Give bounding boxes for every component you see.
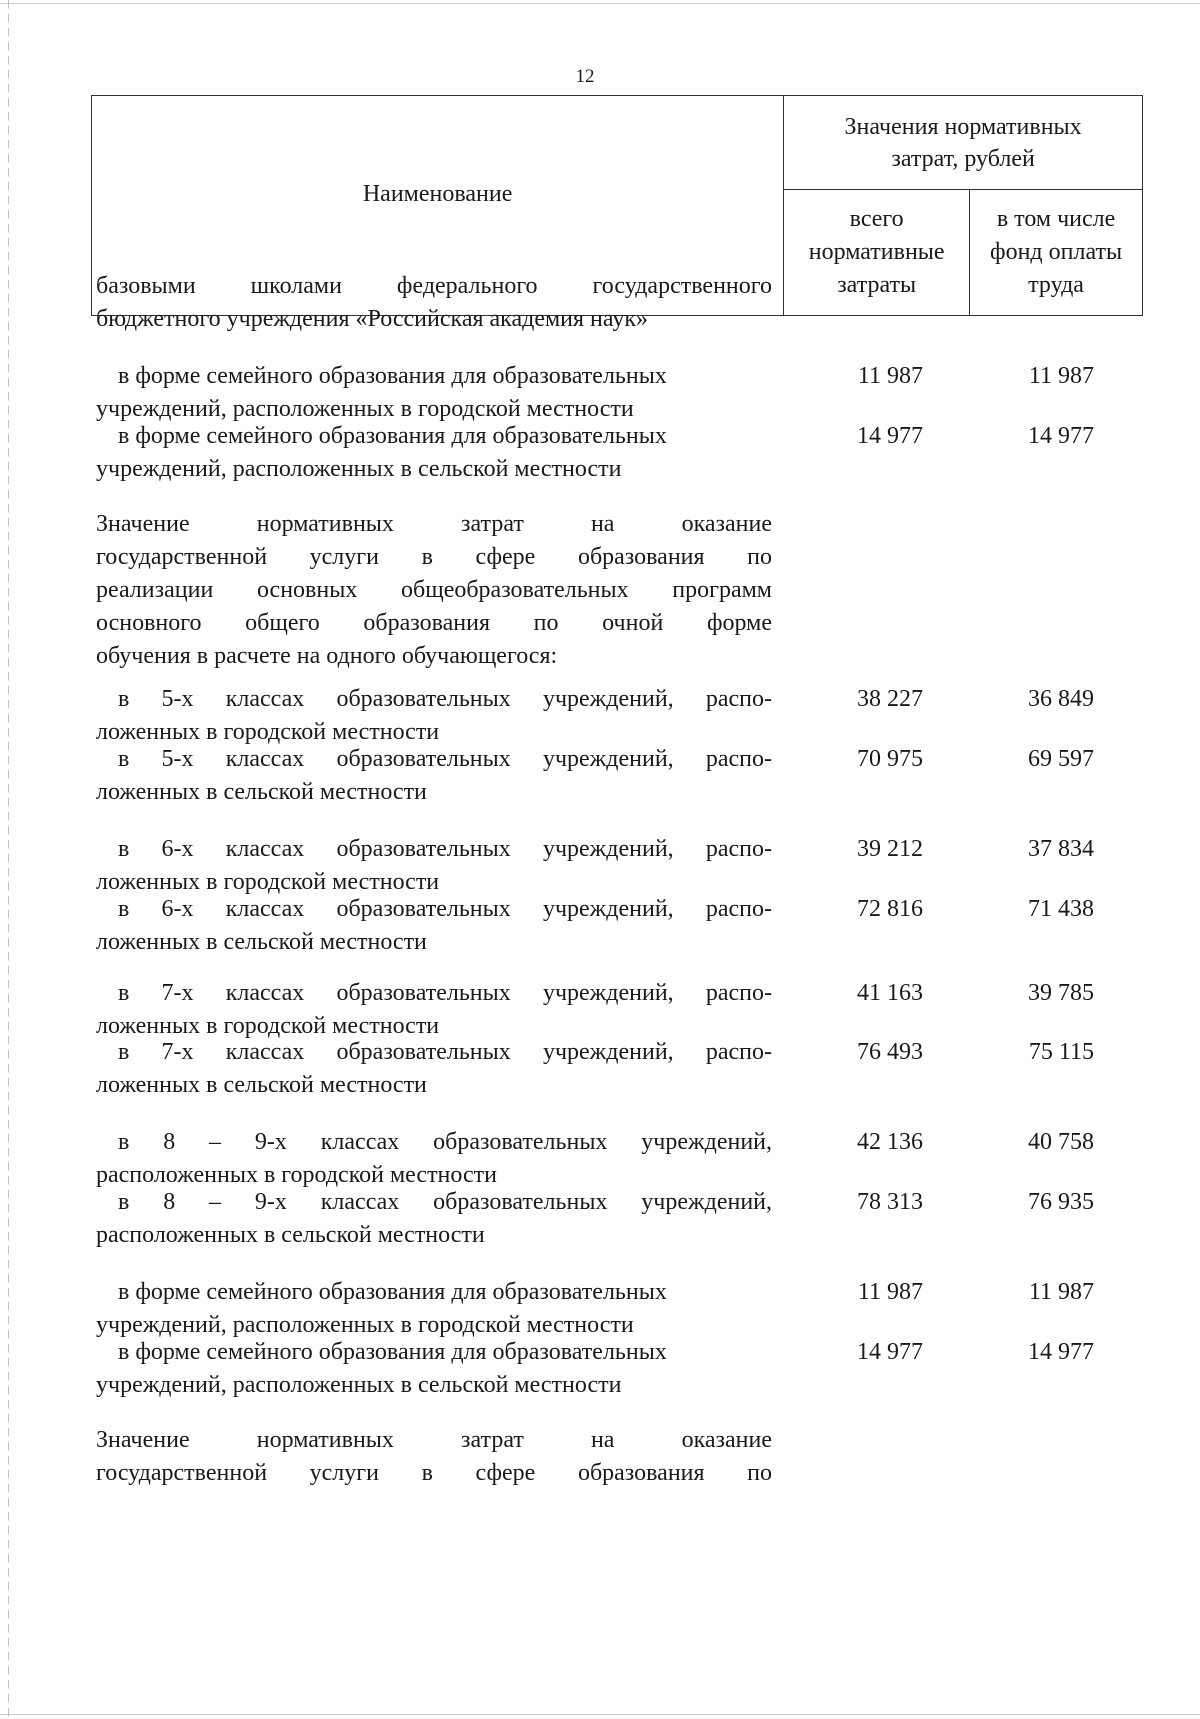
page-number: 12 [575,66,595,87]
row-wage-value: 71 438 [1028,896,1094,922]
row-total-value: 39 212 [857,836,923,862]
row-label-line2: ложенных в городской местности [96,1013,440,1039]
row-total-value: 14 977 [857,1339,923,1365]
row-total-value: 11 987 [857,363,923,389]
row-total-value: 78 313 [857,1189,923,1215]
header-values-line2: затрат, рублей [891,145,1035,172]
header-total-line1: всего [849,206,904,233]
row-label-line1: в 7-х классах образовательных учреждений, распо- [118,1039,772,1065]
header-wage-line2: фонд оплаты [990,239,1123,266]
row-label-line1: в 6-х классах образовательных учреждений, распо- [118,836,772,862]
row-label-line1: в форме семейного образования для образовательных [118,423,667,449]
section3-line2: государственной услуги в сфере образования по [96,1460,772,1486]
row-wage-value: 76 935 [1028,1189,1094,1215]
row-wage-value: 75 115 [1028,1039,1094,1065]
row-label-line2: ложенных в сельской местности [96,779,427,805]
row-wage-value: 36 849 [1028,686,1094,712]
section3-line1: Значение нормативных затрат на оказание [96,1427,772,1453]
section2-line1: Значение нормативных затрат на оказание [96,511,772,537]
row-total-value: 42 136 [857,1129,923,1155]
row-label-line2: ложенных в сельской местности [96,1072,427,1098]
row-wage-value: 14 977 [1028,1339,1094,1365]
intro-line2: бюджетного учреждения «Российская академия наук» [96,306,648,332]
intro-line1: базовыми школами федерального государственного [96,273,772,299]
row-wage-value: 40 758 [1028,1129,1094,1155]
row-wage-value: 11 987 [1028,363,1094,389]
row-label-line1: в 8 – 9-х классах образовательных учреждений, [118,1129,772,1155]
header-wage-line3: труда [1028,272,1084,299]
row-label-line1: в 6-х классах образовательных учреждений, распо- [118,896,772,922]
header-name-label: Наименование [362,180,513,207]
row-label-line1: в 7-х классах образовательных учреждений, распо- [118,980,772,1006]
header-total-line2: нормативные [808,239,945,266]
row-wage-value: 37 834 [1028,836,1094,862]
section2-line4: основного общего образования по очной форме [96,610,772,636]
scan-edge-top [0,3,1200,4]
row-total-value: 72 816 [857,896,923,922]
row-total-value: 76 493 [857,1039,923,1065]
header-wage-line1: в том числе [996,206,1116,233]
row-label-line2: учреждений, расположенных в сельской местности [96,456,622,482]
row-label-line2: ложенных в сельской местности [96,929,427,955]
row-label-line1: в форме семейного образования для образовательных [118,363,667,389]
section2-line3: реализации основных общеобразовательных программ [96,577,772,603]
row-total-value: 38 227 [857,686,923,712]
row-label-line2: учреждений, расположенных в городской местности [96,396,634,422]
header-values-cell [784,96,1143,190]
row-label-line2: учреждений, расположенных в городской местности [96,1312,634,1338]
scan-edge-left [8,0,9,1719]
header-total-cell [784,190,970,316]
header-values-line1: Значения нормативных [844,113,1082,140]
row-label-line1: в 8 – 9-х классах образовательных учреждений, [118,1189,772,1215]
row-label-line2: ложенных в городской местности [96,869,440,895]
header-wage-cell [970,190,1143,316]
row-label-line1: в форме семейного образования для образовательных [118,1339,667,1365]
row-label-line2: расположенных в сельской местности [96,1222,485,1248]
row-label-line1: в 5-х классах образовательных учреждений, распо- [118,686,772,712]
row-total-value: 11 987 [857,1279,923,1305]
row-wage-value: 14 977 [1028,423,1094,449]
section2-line2: государственной услуги в сфере образования по [96,544,772,570]
row-wage-value: 39 785 [1028,980,1094,1006]
row-total-value: 14 977 [857,423,923,449]
row-label-line2: учреждений, расположенных в сельской местности [96,1372,622,1398]
header-total-line3: затраты [837,272,917,299]
row-label-line1: в форме семейного образования для образовательных [118,1279,667,1305]
row-label-line1: в 5-х классах образовательных учреждений, распо- [118,746,772,772]
row-wage-value: 69 597 [1028,746,1094,772]
scan-edge-bottom [0,1714,1200,1715]
row-total-value: 70 975 [857,746,923,772]
row-wage-value: 11 987 [1028,1279,1094,1305]
section2-line5: обучения в расчете на одного обучающегося: [96,643,558,669]
row-label-line2: расположенных в городской местности [96,1162,497,1188]
row-total-value: 41 163 [857,980,923,1006]
row-label-line2: ложенных в городской местности [96,719,440,745]
